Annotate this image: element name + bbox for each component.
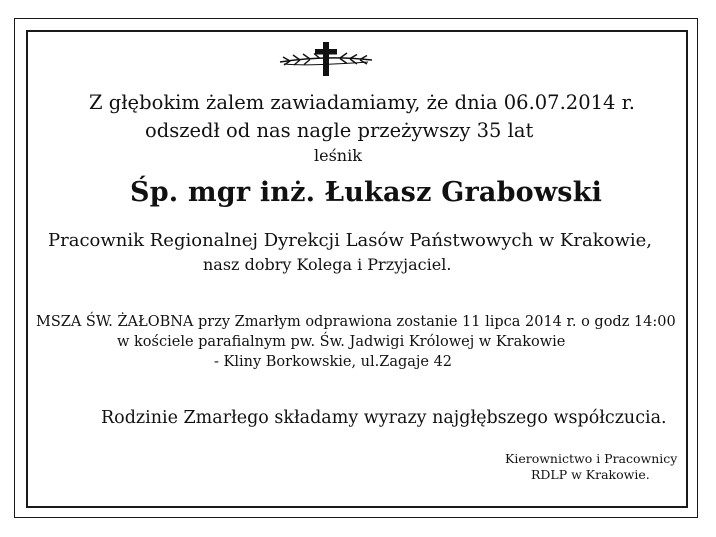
role-line-1: Pracownik Regionalnej Dyrekcji Lasów Państwowych w Krakowie,: [48, 230, 653, 251]
signature-line-1: Kierownictwo i Pracownicy: [505, 451, 678, 466]
mass-info-line-2: w kościele parafialnym pw. Św. Jadwigi Królowej w Krakowie: [117, 334, 566, 350]
announcement-line-2: odszedł od nas nagle przeżywszy 35 lat: [145, 119, 534, 142]
signature-line-2: RDLP w Krakowie.: [531, 467, 650, 482]
condolences-text: Rodzinie Zmarłego składamy wyrazy najgłębszego współczucia.: [101, 408, 667, 428]
announcement-line-1: Z głębokim żalem zawiadamiamy, że dnia 06.07.2014 r.: [89, 91, 635, 114]
profession-label: leśnik: [314, 146, 362, 165]
deceased-name: Śp. mgr inż. Łukasz Grabowski: [130, 177, 603, 208]
role-line-2: nasz dobry Kolega i Przyjaciel.: [203, 255, 452, 274]
cross-with-branch-icon: [276, 40, 376, 80]
mass-info-line-3: - Kliny Borkowskie, ul.Zagaje 42: [214, 354, 453, 370]
mass-info-line-1: MSZA ŚW. ŻAŁOBNA przy Zmarłym odprawiona zostanie 11 lipca 2014 r. o godz 14:00: [36, 314, 676, 330]
